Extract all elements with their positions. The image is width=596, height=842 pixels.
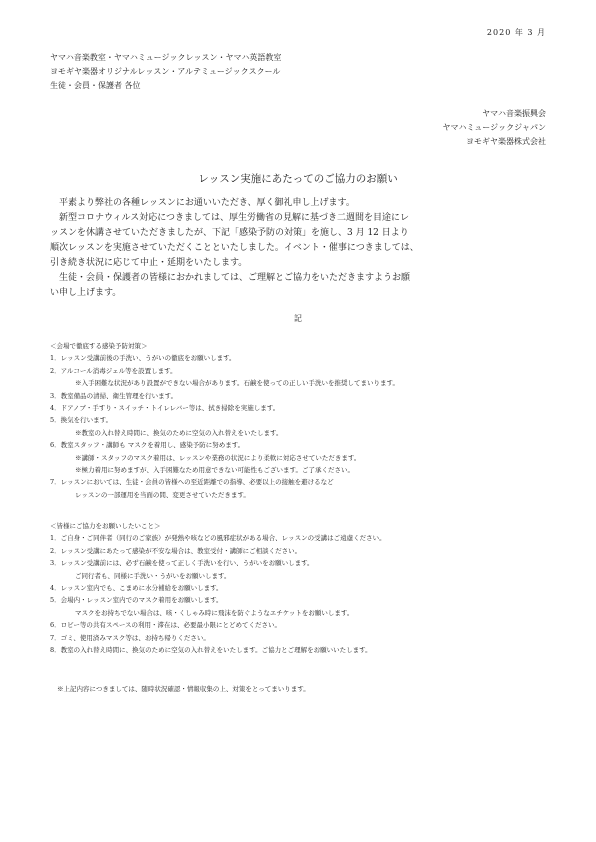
- body-line: 順次レッスンを実施させていただくことといたしました。イベント・催事につきましては、: [50, 243, 419, 253]
- list-note: ※極力着用に努めますが、入手困難なため用意できない可能性もございます。ご了承ください。: [75, 466, 354, 475]
- list-item: 2．レッスン受講にあたって感染が不安な場合は、教室受付・講師にご相談ください。: [50, 546, 302, 555]
- body-line: 生徒・会員・保護者の皆様におかれましては、ご理解とご協力をいただきますようお願: [59, 273, 411, 283]
- list-item: 7．レッスンにおいては、生徒・会員の皆様への至近距離での指導、必要以上の接触を避けるなど: [50, 478, 334, 487]
- sender-line: ヨモギヤ楽器株式会社: [466, 137, 546, 146]
- document-title: レッスン実施にあたってのご協力のお願い: [198, 173, 398, 185]
- sender-line: ヤマハ音楽振興会: [482, 109, 546, 118]
- list-item: 2．アルコール消毒ジェル等を設置します。: [50, 366, 177, 375]
- section-heading: ＜皆様にご協力をお願いしたいこと＞: [50, 522, 161, 530]
- list-item: 1．レッスン受講前後の手洗い、うがいの徹底をお願いします。: [50, 354, 236, 363]
- list-item: 8．教室の入れ替え時間に、換気のために空気の入れ替えをいたします。ご協力とご理解をお願いいたします。: [50, 646, 372, 655]
- infection-prevention-section: [50, 340, 560, 501]
- addressee-line: ヤマハ音楽教室・ヤマハミュージックレッスン・ヤマハ英語教室: [50, 53, 282, 62]
- ki-heading: 記: [294, 314, 302, 323]
- list-note: ※入手困難な状況があり設置ができない場合があります。石鹸を使っての正しい手洗いを推奨してまいります。: [75, 379, 399, 388]
- list-item: 6．ロビー等の共有スペースの利用・滞在は、必要最小限にとどめてください。: [50, 621, 282, 630]
- footer-note: ※上記内容につきましては、随時状況確認・情報収集の上、対策をとってまいります。: [57, 685, 310, 693]
- addressee-block: [50, 51, 281, 93]
- list-item: 1．ご自身・ご同伴者（同行のご家族）が発熱や咳などの風邪症状がある場合、レッスンの受講はご遠慮ください。: [50, 534, 386, 543]
- list-item: 4．レッスン室内でも、こまめに水分補給をお願いします。: [50, 584, 223, 593]
- list-item: 5．換気を行います。: [50, 416, 113, 425]
- list-note: ※講師・スタッフのマスク着用は、レッスンや業務の状況により柔軟に対応させていただきます。: [75, 453, 361, 462]
- body-line: 平素より弊社の各種レッスンにお通いいただき、厚く御礼申し上げます。: [59, 198, 355, 208]
- list-note: ※教室の入れ替え時間に、換気のために空気の入れ替えをいたします。: [75, 428, 283, 437]
- document-date: 2020 年 3 月: [486, 28, 546, 37]
- list-item: 7．ゴミ、使用済みマスク等は、お持ち帰りください。: [50, 633, 210, 642]
- sender-block: [443, 107, 546, 149]
- addressee-line: ヨモギヤ楽器オリジナルレッスン・アルテミュージックスクール: [50, 67, 281, 76]
- body-line: 新型コロナウィルス対応につきましては、厚生労働省の見解に基づき二週間を目途にレ: [59, 213, 410, 223]
- body-line: い申し上げます。: [50, 288, 122, 298]
- list-item: 3．レッスン受講前には、必ず石鹸を使って正しく手洗いを行い、うがいをお願いします。: [50, 559, 314, 568]
- list-note: レッスンの一部運用を当面の間、変更させていただきます。: [75, 490, 250, 499]
- addressee-line: 生徒・会員・保護者 各位: [50, 81, 141, 90]
- section-heading: ＜会場で徹底する感染予防対策＞: [50, 342, 148, 350]
- list-item: 5．会場内・レッスン室内でのマスク着用をお願いします。: [50, 596, 223, 605]
- body-line: ッスンを休講させていただきましたが、下記「感染予防の対策」を施し、3 月 12 日より: [50, 228, 409, 238]
- body-text: [50, 196, 550, 301]
- cooperation-request-section: [50, 520, 560, 656]
- body-line: 引き続き状況に応じて中止・延期をいたします。: [50, 258, 248, 268]
- sender-line: ヤマハミュージックジャパン: [442, 123, 546, 132]
- list-item: 3．教室備品の清掃、衛生管理を行います。: [50, 391, 178, 400]
- list-item: 6．教室スタッフ・講師も マスクを着用し、感染予防に努めます。: [50, 441, 245, 450]
- list-note: ご同行者も、同様に手洗い・うがいをお願いします。: [75, 571, 231, 580]
- list-note: マスクをお持ちでない場合は、咳・くしゃみ時に飛沫を防ぐようなエチケットをお願いします。: [75, 608, 354, 617]
- list-item: 4．ドアノブ・手すり・スイッチ・トイレレバー等は、拭き掃除を実施します。: [50, 404, 280, 413]
